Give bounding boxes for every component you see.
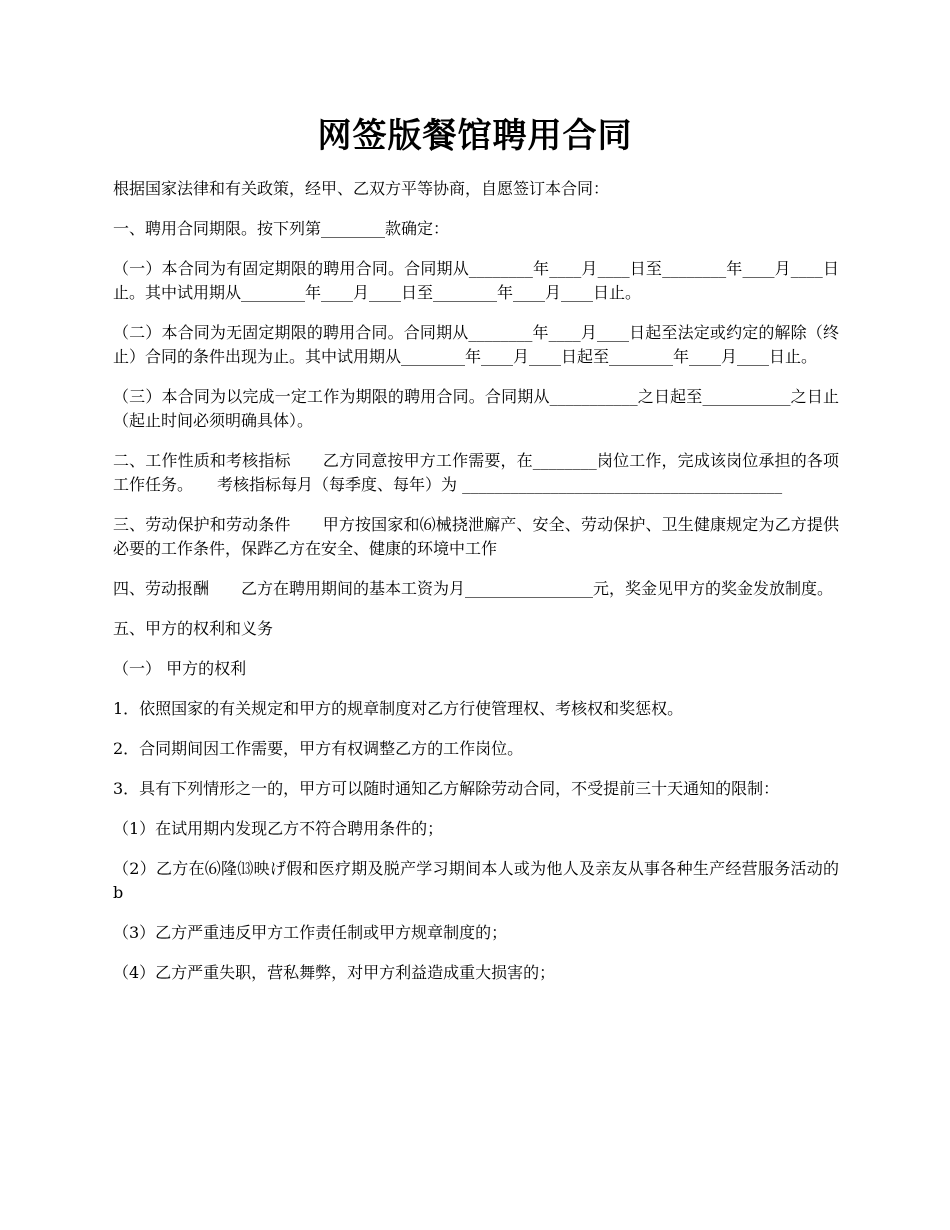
sub-item-1: （1）在试用期内发现乙方不符合聘用条件的；	[113, 819, 444, 838]
sub-item-4: （4）乙方严重失职，营私舞弊，对甲方利益造成重大损害的；	[113, 963, 556, 982]
sub-item-3: （3）乙方严重违反甲方工作责任制或甲方规章制度的；	[113, 923, 508, 942]
section-3: 三、劳动保护和劳动条件 甲方按国家和⑹械挠泄廨产、安全、劳动保护、卫生健康规定为乙方提供必要的工作条件，保跸乙方在安全、健康的环境中工作	[113, 515, 839, 558]
subsection-5-1-heading: （一） 甲方的权利	[113, 659, 247, 678]
clause-1-1: （一）本合同为有固定期限的聘用合同。合同期从________年____月____日至________年____月____日止。其中试用期从________年____月____日至________年____月____日止。	[113, 259, 839, 302]
section-5-heading: 五、甲方的权利和义务	[113, 619, 274, 638]
document-title: 网签版餐馆聘用合同	[317, 116, 633, 156]
clause-1-2: （二）本合同为无固定期限的聘用合同。合同期从________年____月____日起至法定或约定的解除（终止）合同的条件出现为止。其中试用期从________年____月____日起至________年____月____日止。	[113, 323, 839, 366]
document-body	[113, 177, 839, 1001]
item-3: 3．具有下列情形之一的，甲方可以随时通知乙方解除劳动合同，不受提前三十天通知的限制：	[113, 779, 780, 798]
item-2: 2．合同期间因工作需要，甲方有权调整乙方的工作岗位。	[113, 739, 524, 758]
section-4: 四、劳动报酬 乙方在聘用期间的基本工资为月________________元，奖金见甲方的奖金发放制度。	[113, 579, 834, 598]
section-2: 二、工作性质和考核指标 乙方同意按甲方工作需要，在________岗位工作，完成该岗位承担的各项工作任务。 考核指标每月（每季度、每年）为 ________________________________________	[113, 451, 839, 494]
preamble-paragraph: 根据国家法律和有关政策，经甲、乙双方平等协商，自愿签订本合同：	[113, 179, 610, 198]
item-1: 1．依照国家的有关规定和甲方的规章制度对乙方行使管理权、考核权和奖惩权。	[113, 699, 684, 718]
clause-1-3: （三）本合同为以完成一定工作为期限的聘用合同。合同期从___________之日起至___________之日止（起止时间必须明确具体）。	[113, 387, 839, 430]
section-1-heading: 一、聘用合同期限。按下列第________款确定：	[113, 219, 450, 238]
sub-item-2: （2）乙方在⑹隆⒀映げ假和医疗期及脱产学习期间本人或为他人及亲友从事各种生产经营服务活动的 b	[113, 859, 839, 902]
